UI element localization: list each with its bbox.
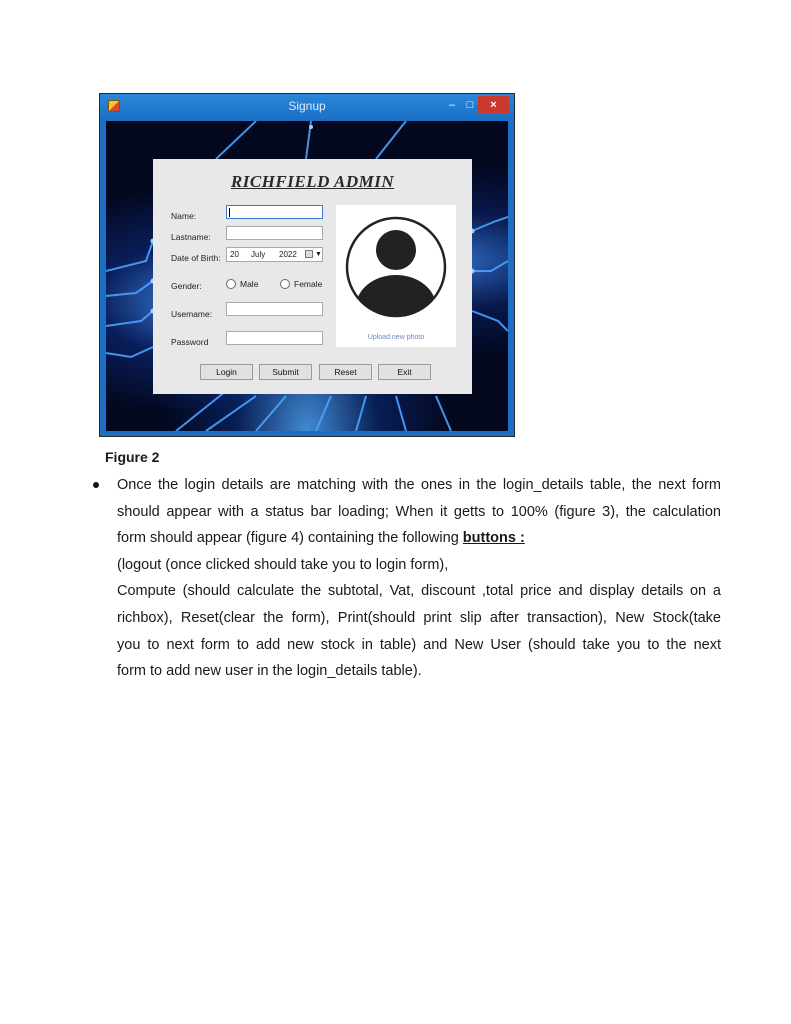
chevron-down-icon[interactable]: ▼	[315, 251, 322, 258]
gender-male-label: Male	[240, 279, 259, 289]
gender-label: Gender:	[171, 281, 202, 291]
name-label: Name:	[171, 211, 197, 221]
username-label: Usemame:	[171, 309, 213, 319]
photo-box	[336, 205, 456, 347]
maximize-button[interactable]: □	[466, 99, 474, 111]
paragraph-line: Compute (should calculate the subtotal, Vat, discount ,total price and display details on a	[117, 583, 721, 600]
window-title: Signup	[288, 99, 326, 113]
submit-button[interactable]: Submit	[259, 364, 312, 380]
bullet-paragraph	[117, 472, 721, 685]
paragraph-line	[117, 525, 721, 552]
password-label: Password	[171, 337, 209, 347]
gender-female-radio[interactable]	[280, 279, 290, 289]
login-button[interactable]: Login	[200, 364, 253, 380]
upload-photo-link[interactable]: Upload new photo	[367, 334, 425, 341]
paragraph-line: should appear with a status bar loading; When it getts to 100% (figure 3), the calculation	[117, 503, 721, 520]
window-client-area	[106, 121, 508, 431]
minimize-button[interactable]: –	[448, 99, 456, 111]
paragraph-line-text: form should appear (figure 4) containing the following	[117, 530, 463, 547]
dob-date-picker[interactable]	[226, 247, 323, 262]
dob-year: 2022	[279, 250, 297, 259]
dob-day: 20	[230, 250, 239, 259]
brand-title: RICHFIELD ADMIN	[230, 172, 395, 191]
lastname-label: Lastname:	[171, 232, 211, 242]
dob-month: July	[251, 250, 266, 259]
name-input[interactable]	[226, 205, 323, 219]
bullet-icon	[93, 482, 99, 488]
paragraph-line: Once the login details are matching with the ones in the login_details table, the next form	[117, 477, 721, 493]
password-input[interactable]	[226, 331, 323, 345]
signup-window	[99, 93, 515, 437]
gender-female-label: Female	[294, 279, 323, 289]
paragraph-line: form to add new user in the login_details table).	[117, 663, 422, 680]
close-button[interactable]: ×	[478, 96, 509, 114]
username-input[interactable]	[226, 302, 323, 316]
gender-male-radio[interactable]	[226, 279, 236, 289]
signup-panel	[153, 159, 472, 394]
lastname-input[interactable]	[226, 226, 323, 240]
paragraph-line: (logout (once clicked should take you to login form),	[117, 556, 449, 573]
text-caret	[229, 208, 230, 217]
dob-label: Date of Birth:	[171, 253, 221, 263]
paragraph-line: richbox), Reset(clear the form), Print(should print slip after transaction), New Stock(take	[117, 609, 721, 626]
user-avatar-icon	[336, 205, 456, 330]
calendar-icon	[305, 250, 313, 258]
title-bar[interactable]	[100, 94, 514, 118]
reset-button[interactable]: Reset	[319, 364, 372, 380]
exit-button[interactable]: Exit	[378, 364, 431, 380]
figure-caption: Figure 2	[105, 449, 160, 465]
buttons-emphasis: buttons :	[462, 530, 525, 547]
paragraph-line: you to next form to add new stock in table) and New User (should take you to the next	[117, 636, 721, 653]
